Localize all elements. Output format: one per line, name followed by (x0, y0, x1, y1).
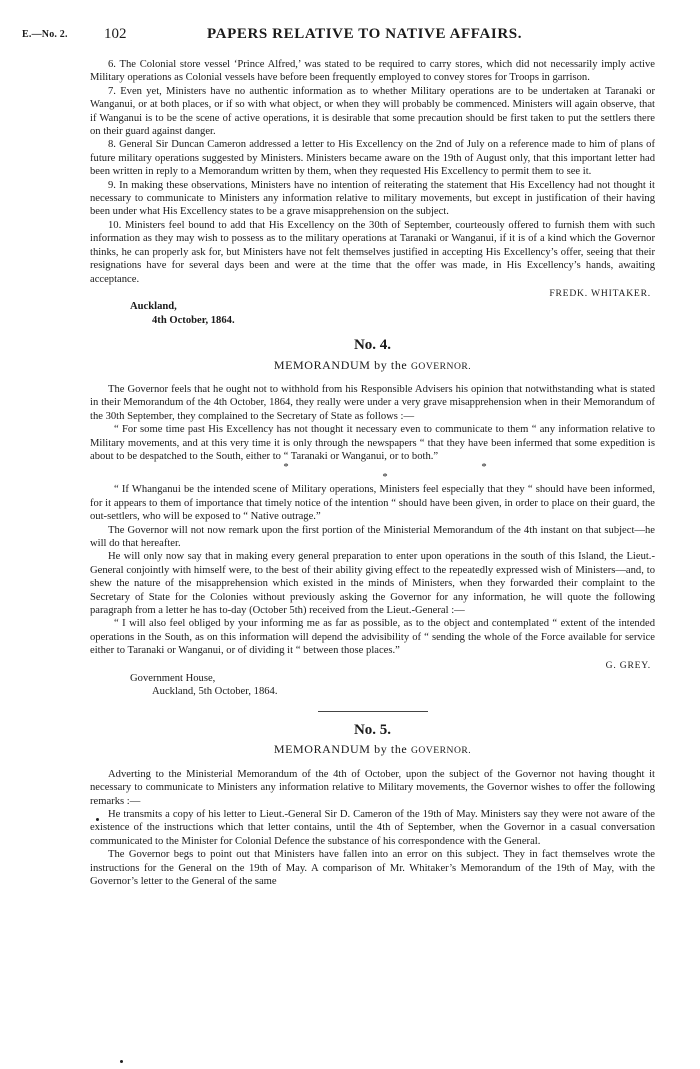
paragraph: Adverting to the Ministerial Memorandum of the 4th of October, upon the subject of the Governor not having thought it necessary to communicate to Ministers any information relative to Military movements, the Governor wishes to offer the following remarks :— (90, 768, 655, 807)
place-line: Government House, (130, 673, 216, 685)
paragraph: The Governor begs to point out that Ministers have fallen into an error on this subject. They in fact themselves wrote the instructions for the General on the 19th of May. A comparison of Mr. Whitaker’s Memorandum of the 19th of May, with the Governor’s letter to the General of the same (90, 849, 655, 887)
ellipsis-stars: * * * (283, 462, 582, 484)
paragraph-6: 6. The Colonial store vessel ‘Prince Alfred,’ was stated to be required to carry stores, which did not necessarily imply active Military operations as Colonial vessels have before been frequently employed to convey stores for Troops in garrison. (90, 59, 655, 84)
paragraph: He transmits a copy of his letter to Lieut.-General Sir D. Cameron of the 19th of May. Ministers say they were not aware of the existence of the instructions which that letter contains, until the 4th of September, when the Governor in a casual conversation communicated to the Minister for Colonial Defence the substance of his correspondence with the General. (90, 808, 655, 847)
quote-paragraph: “ If Whanganui be the intended scene of Military operations, Ministers feel especially that they “ should have been informed, for it appears to them of importance that timely notice of the intention “ should have been given, in order to place on their guard, the out-settlers, who will be exposed to “ Native outrage.” (90, 484, 655, 523)
document-reference: E.—No. 2. (22, 29, 68, 40)
page-number: 102 (104, 26, 127, 42)
place-line: Auckland, (130, 301, 177, 313)
running-title: PAPERS RELATIVE TO NATIVE AFFAIRS. (207, 26, 523, 42)
page-header (0, 26, 700, 46)
paragraph: The Governor feels that he ought not to withhold from his Responsible Advisers his opinion that notwithstanding what is stated in their Memorandum of the 4th October, 1864, they really were under a very grave misapprehension when in their Memorandum of the 30th September, they complained to the Secretary of State as follows :— (90, 383, 655, 422)
paragraph-9: 9. In making these observations, Ministers have no intention of reiterating the statement that His Excellency had not thought it necessary to communicate to Ministers any information relative to military movements, but except in justification of their having been under what His Excellency states to be a grave misapprehension on the subject. (90, 179, 655, 218)
section-top (90, 58, 655, 327)
date-line: 4th October, 1864. (152, 314, 235, 326)
paragraph-8: 8. General Sir Duncan Cameron addressed a letter to His Excellency on the 2nd of July on a reference made to him of plans of future military operations suggested by Ministers. Ministers became aware on the 19th of August only, that this important letter had been written in reply to a Memorandum written by them, when they requested His Excellency to permit them to see it. (90, 139, 655, 178)
section-no-5 (90, 721, 655, 888)
margin-mark (120, 1060, 123, 1063)
section-number: No. 5. (353, 721, 392, 738)
signature-grey: G. GREY. (605, 659, 651, 671)
quote-paragraph: “ I will also feel obliged by your informing me as far as possible, as to the object and contemplated “ extent of the intended operations in the South, as on this information will depend the advisibility of “ sending the whole of the Force available for service either to Taranaki or Wanganui, or of dividing it “ between those places.” (90, 618, 655, 657)
memo-heading: MEMORANDUM by the GOVERNOR. (273, 357, 472, 372)
memo-heading: MEMORANDUM by the GOVERNOR. (273, 742, 472, 757)
signature-whitaker: FREDK. WHITAKER. (549, 287, 651, 299)
paragraph: He will only now say that in making every general preparation to enter upon operations in the south of this Island, the Lieut.-General conjointly with himself were, to the best of their ability giving effect to the repeatedly expressed wish of Ministers—and, to shew the nature of the misapprehension which existed in the minds of Ministers, when they forwarded their complaint to the Secretary of State for the Colonies without previously asking the Governor for any information, he will quote the following paragraph from a letter he has to-day (October 5th) received from the Lieut.-General :— (90, 551, 655, 617)
document-body (90, 58, 655, 888)
section-divider (318, 711, 428, 712)
paragraph: The Governor will not now remark upon the first portion of the Ministerial Memorandum of the 4th instant on that subject—he will do that hereafter. (90, 524, 655, 549)
section-number: No. 4. (353, 337, 392, 354)
section-no-4 (90, 339, 655, 712)
quote-paragraph: “ For some time past His Excellency has not thought it necessary even to communicate to them “ any information relative to Military movements, and at this very time it is only through the newspapers “ that they have been infermed that some expedition is about to be despatched to the South, either to “ Taranaki or Wanganui, or to both.” (90, 424, 655, 462)
paragraph-7: 7. Even yet, Ministers have no authentic information as to whether Military operations are to be undertaken at Taranaki or Wanganui, or at both places, or if so with what object, or when they will probably be commenced. Ministers will again observe, that if Wanganui is to be the scene of active operations, it is desirable that some precaution should be first taken to put the settlers there on their guard against danger. (90, 85, 655, 138)
paragraph-10: 10. Ministers feel bound to add that His Excellency on the 30th of September, courteously offered to furnish them with such information as they may wish to possess as to the military operations at Taranaki or Wanganui, if it is of a kind which the Governor thinks, he can properly ask for, but Ministers have not felt themselves justified in accepting His Excellency’s offer, seeing that their resignations have for several days been and were at the time that the offer was made, in His Excellency’s hands, awaiting acceptance. (90, 219, 655, 285)
date-line: Auckland, 5th October, 1864. (152, 686, 278, 698)
margin-mark (96, 818, 99, 821)
